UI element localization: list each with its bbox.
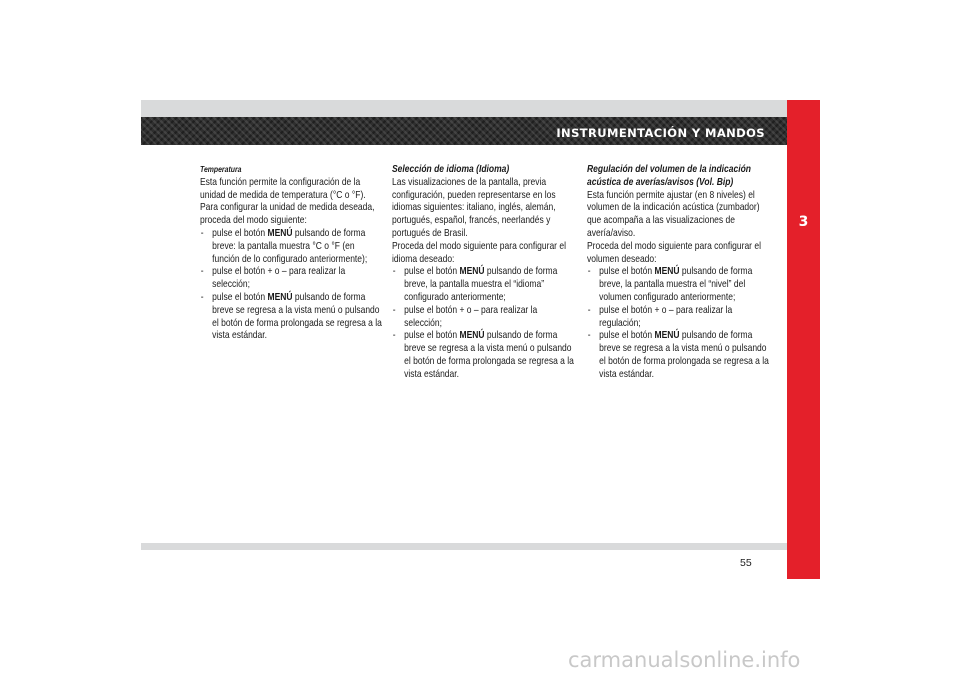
chapter-number: 3: [798, 214, 809, 230]
column-language: [392, 163, 575, 381]
list-item: - pulse el botón MENÚ pulsando de forma breve se regresa a la vista menú o pulsando el botón de forma prolongada se regresa a la vista estándar.: [587, 329, 770, 380]
list-item: - pulse el botón + o – para realizar la regulación;: [587, 304, 770, 330]
list-item: - pulse el botón + o – para realizar la selección;: [200, 265, 383, 291]
list-item: - pulse el botón MENÚ pulsando de forma breve, la pantalla muestra el “idioma” configurado anteriormente;: [392, 265, 575, 303]
steps-list: [587, 265, 770, 380]
paragraph: Esta función permite ajustar (en 8 niveles) el volumen de la indicación acústica (zumbador) que acompaña a las visualizaciones de avería/aviso.: [587, 188, 760, 239]
column-temperature: [200, 163, 383, 342]
bottom-gray-band: [141, 543, 787, 550]
section-heading: Temperatura: [200, 164, 242, 174]
page-number: 55: [740, 557, 752, 569]
steps-list: [392, 265, 575, 380]
section-title: INSTRUMENTACIÓN Y MANDOS: [556, 126, 765, 140]
section-heading: Selección de idioma (Idioma): [392, 163, 510, 175]
watermark: carmanualsonline.info: [568, 648, 801, 672]
list-item: - pulse el botón MENÚ pulsando de forma breve: la pantalla muestra °C o °F (en función de lo configurado anteriormente);: [200, 227, 383, 265]
steps-list: [200, 227, 383, 342]
paragraph: Esta función permite la configuración de la unidad de medida de temperatura (°C o °F).: [200, 175, 366, 201]
section-heading: Regulación del volumen de la indicación acústica de averías/avisos (Vol. Bip): [587, 163, 751, 188]
list-item: - pulse el botón + o – para realizar la selección;: [392, 304, 575, 330]
list-item: - pulse el botón MENÚ pulsando de forma breve se regresa a la vista menú o pulsando el botón de forma prolongada se regresa a la vista estándar.: [392, 329, 575, 380]
chapter-tab: [787, 100, 820, 579]
paragraph: Proceda del modo siguiente para configurar el idioma deseado:: [392, 239, 566, 265]
top-gray-band: [141, 100, 787, 117]
paragraph: Las visualizaciones de la pantalla, previa configuración, pueden representarse en los idiomas siguientes: italiano, inglés, alemán, portugués, español, francés, neerlandés y portugués de Brasil.: [392, 175, 556, 239]
list-item: - pulse el botón MENÚ pulsando de forma breve se regresa a la vista menú o pulsando el botón de forma prolongada se regresa a la vista estándar.: [200, 291, 383, 342]
paragraph: Para configurar la unidad de medida deseada, proceda del modo siguiente:: [200, 201, 375, 227]
section-header: [141, 117, 787, 145]
column-volume: [587, 163, 770, 381]
paragraph: Proceda del modo siguiente para configurar el volumen deseado:: [587, 239, 761, 265]
list-item: - pulse el botón MENÚ pulsando de forma breve, la pantalla muestra el “nivel” del volumen configurado anteriormente;: [587, 265, 770, 303]
